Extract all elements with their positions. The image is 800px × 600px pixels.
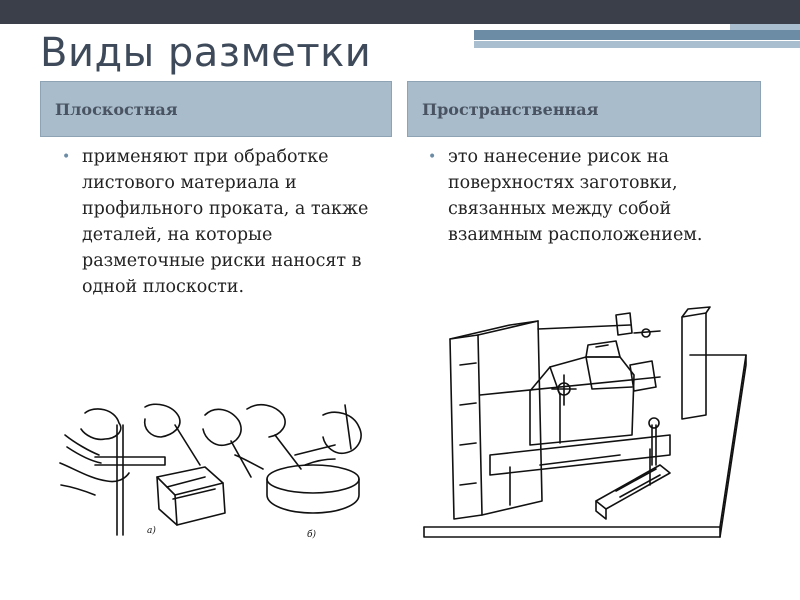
- slide-title: Виды разметки: [40, 30, 372, 76]
- column-header-flat: Плоскостная: [40, 81, 392, 137]
- figure-label-a: а): [147, 526, 156, 536]
- spatial-marking-description: [428, 144, 748, 248]
- bullet-icon: •: [428, 149, 437, 165]
- flat-marking-description: [62, 144, 382, 300]
- spatial-marking-illustration: [420, 305, 750, 545]
- flat-marking-illustration: [55, 395, 375, 545]
- top-bar: [0, 0, 800, 24]
- figure-label-b: б): [307, 530, 317, 540]
- decor-stripe: [474, 30, 800, 40]
- bullet-icon: •: [62, 149, 71, 165]
- decor-stripe: [474, 41, 800, 48]
- spatial-marking-text: это нанесение рисок на поверхностях заготовки, связанных между собой взаимным расположением.: [448, 147, 703, 245]
- column-header-spatial: Пространственная: [407, 81, 761, 137]
- flat-marking-text: применяют при обработке листового материала и профильного проката, а также деталей, на которые разметочные риски наносят в одной плоскости.: [82, 147, 369, 297]
